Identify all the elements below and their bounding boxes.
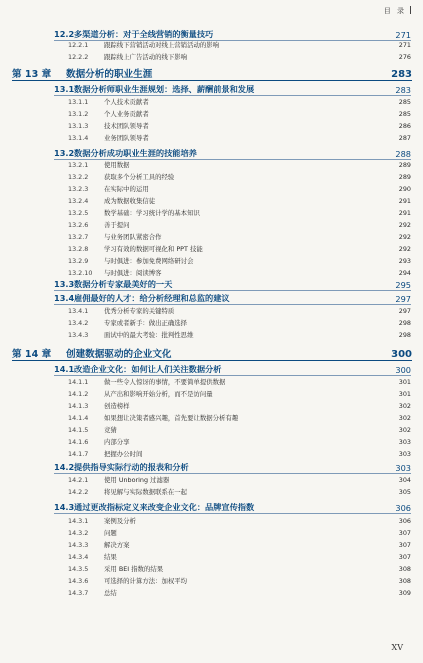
toc-entry-title — [68, 184, 399, 193]
toc-entry-number: 13.1 — [54, 84, 75, 94]
toc-entry-page: 283 — [395, 85, 411, 95]
toc-entry-number: 14.3.7 — [68, 589, 89, 597]
toc-entry-title — [68, 540, 399, 549]
toc-entry-number: 13.2.4 — [68, 197, 89, 205]
toc-section-row[interactable] — [54, 502, 411, 514]
toc-entry-page: 303 — [398, 450, 411, 458]
toc-entry-title — [68, 232, 399, 241]
toc-sub-row[interactable] — [68, 425, 411, 434]
toc-entry-label: 创建数据驱动的企业文化 — [66, 349, 172, 360]
toc-entry-page: 297 — [398, 307, 411, 315]
toc-entry-number: 13.2.2 — [68, 173, 89, 181]
toc-entry-page: 288 — [395, 149, 411, 159]
toc-entry-title — [68, 330, 399, 339]
toc-entry-page: 271 — [395, 30, 411, 40]
toc-entry-number: 14.3.1 — [68, 517, 89, 525]
toc-section-row[interactable] — [54, 462, 411, 474]
toc-entry-title — [68, 413, 399, 422]
toc-entry-label: 个人技术贡献者 — [104, 98, 149, 106]
toc-sub-row[interactable] — [68, 377, 411, 386]
toc-entry-title — [68, 220, 399, 229]
toc-chapter-row[interactable] — [12, 66, 412, 81]
toc-entry-number: 14.2.2 — [68, 488, 89, 496]
toc-entry-label: 如果想让决策者感兴趣，首先要让数据分析有趣 — [104, 414, 239, 422]
toc-sub-row[interactable] — [68, 52, 411, 61]
toc-entry-page: 292 — [398, 221, 411, 229]
toc-entry-title — [68, 244, 399, 253]
toc-entry-page: 300 — [391, 349, 412, 360]
toc-entry-page: 306 — [398, 517, 411, 525]
toc-entry-label: 数据分析的职业生涯 — [66, 69, 153, 80]
toc-entry-number: 14.1 — [54, 364, 75, 374]
toc-sub-row[interactable] — [68, 244, 411, 253]
toc-entry-label: 数据分析师职业生涯规划：选择、薪酬前景和发展 — [74, 84, 255, 94]
toc-entry-number: 14.1.5 — [68, 426, 89, 434]
toc-section-row[interactable] — [54, 279, 411, 291]
toc-entry-page: 291 — [398, 197, 411, 205]
toc-entry-page: 294 — [398, 269, 411, 277]
toc-entry-label: 个人业务贡献者 — [104, 110, 149, 118]
toc-sub-row[interactable] — [68, 97, 411, 106]
toc-entry-page: 300 — [395, 365, 411, 375]
toc-entry-number: 14.3.2 — [68, 529, 89, 537]
toc-sub-row[interactable] — [68, 552, 411, 561]
toc-entry-number: 14.3 — [54, 502, 75, 512]
toc-entry-number: 13.2.1 — [68, 161, 89, 169]
toc-entry-title — [68, 437, 399, 446]
toc-entry-label: 与时俱进：参加免费网络研讨会 — [104, 257, 194, 265]
toc-entry-page: 309 — [398, 589, 411, 597]
toc-entry-number: 14.1.2 — [68, 390, 89, 398]
toc-sub-row[interactable] — [68, 306, 411, 315]
toc-sub-row[interactable] — [68, 268, 411, 277]
toc-entry-title — [54, 29, 395, 40]
toc-entry-title — [54, 148, 395, 159]
toc-section-row[interactable] — [54, 84, 411, 96]
toc-entry-label: 技术团队领导者 — [104, 122, 149, 130]
toc-entry-number: 第 14 章 — [12, 349, 52, 360]
toc-entry-page: 305 — [398, 488, 411, 496]
toc-entry-label: 通过更改指标定义来改变企业文化：品牌宣传指数 — [74, 502, 255, 512]
toc-sub-row[interactable] — [68, 330, 411, 339]
toc-entry-title — [68, 475, 399, 484]
toc-sub-row[interactable] — [68, 449, 411, 458]
toc-entry-label: 专家或者新手：做出正确选择 — [104, 319, 188, 327]
toc-entry-label: 数学基础：学习统计学的基本知识 — [104, 209, 200, 217]
toc-entry-label: 跟踪线上广告活动的线下影响 — [104, 53, 188, 61]
toc-entry-title — [12, 66, 391, 80]
toc-entry-number: 13.2.5 — [68, 209, 89, 217]
toc-entry-title — [68, 389, 399, 398]
toc-entry-page: 287 — [398, 134, 411, 142]
toc-sub-row[interactable] — [68, 184, 411, 193]
toc-entry-label: 总结 — [104, 589, 117, 597]
toc-entry-label: 问题 — [104, 529, 117, 537]
toc-sub-row[interactable] — [68, 413, 411, 422]
toc-entry-title — [68, 552, 399, 561]
toc-sub-row[interactable] — [68, 475, 411, 484]
toc-entry-page: 304 — [398, 476, 411, 484]
toc-entry-label: 跟踪线下营销活动对线上营销活动的影响 — [104, 41, 220, 49]
toc-sub-row[interactable] — [68, 437, 411, 446]
toc-section-row[interactable] — [54, 293, 411, 305]
toc-entry-label: 获取多个分析工具的经验 — [104, 173, 175, 181]
toc-entry-page: 298 — [398, 319, 411, 327]
toc-entry-label: 结果 — [104, 553, 117, 561]
toc-entry-title — [68, 196, 399, 205]
toc-entry-page: 285 — [398, 98, 411, 106]
toc-entry-page: 302 — [398, 402, 411, 410]
page-number: XV — [391, 643, 403, 652]
toc-sub-row[interactable] — [68, 109, 411, 118]
toc-sub-row[interactable] — [68, 172, 411, 181]
toc-entry-title — [68, 425, 399, 434]
toc-entry-title — [68, 40, 399, 49]
toc-entry-title — [68, 160, 399, 169]
toc-entry-page: 289 — [398, 161, 411, 169]
toc-entry-title — [68, 208, 399, 217]
toc-sub-row[interactable] — [68, 121, 411, 130]
toc-entry-page: 290 — [398, 185, 411, 193]
toc-entry-number: 13.4.3 — [68, 331, 89, 339]
toc-entry-label: 善于提问 — [104, 221, 130, 229]
toc-sub-row[interactable] — [68, 528, 411, 537]
toc-section-row[interactable] — [54, 148, 411, 160]
toc-entry-title — [68, 318, 399, 327]
toc-entry-label: 面试中的最大考验：批判性思维 — [104, 331, 194, 339]
toc-sub-row[interactable] — [68, 160, 411, 169]
toc-entry-page: 307 — [398, 529, 411, 537]
toc-entry-title — [54, 364, 395, 375]
toc-entry-title — [68, 401, 399, 410]
toc-sub-row[interactable] — [68, 256, 411, 265]
toc-entry-label: 使用 Unboring 过滤器 — [104, 476, 170, 484]
toc-entry-title — [54, 502, 395, 513]
toc-entry-title — [68, 133, 399, 142]
toc-entry-label: 业务团队领导者 — [104, 134, 149, 142]
toc-entry-number: 14.3.3 — [68, 541, 89, 549]
toc-chapter-row[interactable] — [12, 346, 412, 361]
toc-entry-page: 301 — [398, 378, 411, 386]
toc-entry-page: 301 — [398, 390, 411, 398]
toc-entry-label: 雇佣最好的人才：给分析经理和总监的建议 — [74, 293, 230, 303]
toc-entry-label: 与业务团队紧密合作 — [104, 233, 162, 241]
toc-entry-label: 可选择的计算方法：加权平均 — [104, 577, 188, 585]
toc-sub-row[interactable] — [68, 487, 411, 496]
toc-entry-label: 提供指导实际行动的报表和分析 — [74, 462, 189, 472]
toc-entry-page: 307 — [398, 541, 411, 549]
toc-entry-number: 13.2.10 — [68, 269, 93, 277]
toc-entry-page: 297 — [395, 294, 411, 304]
toc-entry-number: 14.3.4 — [68, 553, 89, 561]
toc-entry-title — [68, 97, 399, 106]
toc-entry-number: 14.1.6 — [68, 438, 89, 446]
toc-entry-title — [68, 121, 399, 130]
toc-entry-label: 学习有效的数据可视化和 PPT 技能 — [104, 245, 203, 253]
toc-entry-number: 14.3.5 — [68, 565, 89, 573]
toc-entry-label: 成为数据收集信徒 — [104, 197, 156, 205]
toc-entry-page: 302 — [398, 414, 411, 422]
toc-entry-label: 与时俱进：阅读博客 — [104, 269, 162, 277]
toc-entry-page: 295 — [395, 280, 411, 290]
toc-sub-row[interactable] — [68, 588, 411, 597]
toc-sub-row[interactable] — [68, 196, 411, 205]
toc-entry-number: 14.1.1 — [68, 378, 89, 386]
toc-entry-number: 13.2.8 — [68, 245, 89, 253]
toc-entry-number: 13.3 — [54, 279, 75, 289]
toc-entry-number: 14.1.3 — [68, 402, 89, 410]
toc-entry-title — [68, 268, 399, 277]
toc-sub-row[interactable] — [68, 220, 411, 229]
toc-entry-label: 数据分析成功职业生涯的技能培养 — [74, 148, 197, 158]
toc-entry-number: 13.2.6 — [68, 221, 89, 229]
toc-sub-row[interactable] — [68, 540, 411, 549]
toc-section-row[interactable] — [54, 364, 411, 376]
toc-entry-label: 案例及分析 — [104, 517, 136, 525]
toc-sub-row[interactable] — [68, 133, 411, 142]
toc-entry-title — [54, 293, 395, 304]
toc-entry-title — [68, 256, 399, 265]
toc-sub-row[interactable] — [68, 516, 411, 525]
toc-entry-label: 在实际中的运用 — [104, 185, 149, 193]
toc-entry-number: 12.2.1 — [68, 41, 89, 49]
toc-sub-row[interactable] — [68, 232, 411, 241]
toc-entry-title — [54, 279, 395, 290]
toc-entry-page: 307 — [398, 553, 411, 561]
running-header-label: 目 录 — [383, 7, 406, 15]
toc-entry-page: 302 — [398, 426, 411, 434]
toc-entry-number: 13.1.1 — [68, 98, 89, 106]
toc-entry-label: 内部分享 — [104, 438, 130, 446]
toc-entry-label: 从产出和影响开始分析，而不是访问量 — [104, 390, 213, 398]
toc-entry-page: 271 — [398, 41, 411, 49]
toc-entry-number: 13.1.2 — [68, 110, 89, 118]
toc-entry-label: 采用 BEI 指数的结果 — [104, 565, 164, 573]
toc-sub-row[interactable] — [68, 318, 411, 327]
toc-entry-page: 286 — [398, 122, 411, 130]
toc-entry-number: 12.2 — [54, 29, 75, 39]
toc-entry-title — [68, 172, 399, 181]
toc-entry-page: 303 — [398, 438, 411, 446]
toc-entry-title — [68, 528, 399, 537]
toc-sub-row[interactable] — [68, 564, 411, 573]
toc-entry-title — [68, 306, 399, 315]
toc-entry-number: 13.2 — [54, 148, 75, 158]
toc-entry-number: 13.4.1 — [68, 307, 89, 315]
toc-entry-number: 13.2.3 — [68, 185, 89, 193]
toc-sub-row[interactable] — [68, 40, 411, 49]
toc-entry-label: 创造榜样 — [104, 402, 130, 410]
toc-entry-title — [68, 588, 399, 597]
toc-entry-label: 做一些令人惊讶的事情，不要简单提供数据 — [104, 378, 226, 386]
toc-entry-number: 13.4.2 — [68, 319, 89, 327]
toc-entry-page: 306 — [395, 503, 411, 513]
toc-entry-number: 13.2.7 — [68, 233, 89, 241]
toc-entry-label: 使用数据 — [104, 161, 130, 169]
toc-entry-number: 第 13 章 — [12, 69, 52, 80]
toc-entry-page: 276 — [398, 53, 411, 61]
toc-sub-row[interactable] — [68, 576, 411, 585]
toc-entry-page: 298 — [398, 331, 411, 339]
toc-entry-label: 将见解与实际数据联系在一起 — [104, 488, 188, 496]
toc-entry-number: 13.1.3 — [68, 122, 89, 130]
toc-entry-title — [68, 576, 399, 585]
toc-entry-page: 292 — [398, 245, 411, 253]
toc-entry-label: 竞猜 — [104, 426, 117, 434]
toc-sub-row[interactable] — [68, 208, 411, 217]
toc-entry-number: 14.2.1 — [68, 476, 89, 484]
toc-entry-number: 13.4 — [54, 293, 75, 303]
toc-entry-title — [68, 564, 399, 573]
toc-entry-title — [68, 449, 399, 458]
toc-entry-page: 292 — [398, 233, 411, 241]
toc-entry-label: 多渠道分析：对于全线营销的衡量技巧 — [74, 29, 214, 39]
toc-entry-page: 283 — [391, 69, 412, 80]
toc-entry-title — [68, 487, 399, 496]
toc-entry-page: 303 — [395, 463, 411, 473]
toc-sub-row[interactable] — [68, 401, 411, 410]
toc-entry-number: 14.1.4 — [68, 414, 89, 422]
toc-entry-title — [54, 462, 395, 473]
toc-entry-label: 优秀分析专家的关键特质 — [104, 307, 175, 315]
toc-entry-page: 289 — [398, 173, 411, 181]
toc-entry-number: 14.3.6 — [68, 577, 89, 585]
toc-sub-row[interactable] — [68, 389, 411, 398]
toc-entry-title — [68, 516, 399, 525]
toc-entry-label: 数据分析专家最美好的一天 — [74, 279, 173, 289]
toc-entry-number: 14.1.7 — [68, 450, 89, 458]
toc-entry-page: 285 — [398, 110, 411, 118]
toc-entry-title — [12, 346, 391, 360]
toc-entry-title — [68, 109, 399, 118]
toc-entry-page: 293 — [398, 257, 411, 265]
toc-entry-label: 把握办公时间 — [104, 450, 143, 458]
toc-entry-number: 14.2 — [54, 462, 75, 472]
toc-entry-title — [68, 377, 399, 386]
toc-entry-label: 解决方案 — [104, 541, 130, 549]
toc-entry-page: 308 — [398, 577, 411, 585]
toc-entry-title — [54, 84, 395, 95]
toc-entry-title — [68, 52, 399, 61]
toc-entry-number: 12.2.2 — [68, 53, 89, 61]
toc-entry-label: 改造企业文化：如何让人们关注数据分析 — [74, 364, 222, 374]
toc-entry-page: 308 — [398, 565, 411, 573]
toc-entry-number: 13.2.9 — [68, 257, 89, 265]
toc-entry-page: 291 — [398, 209, 411, 217]
toc-entry-number: 13.1.4 — [68, 134, 89, 142]
